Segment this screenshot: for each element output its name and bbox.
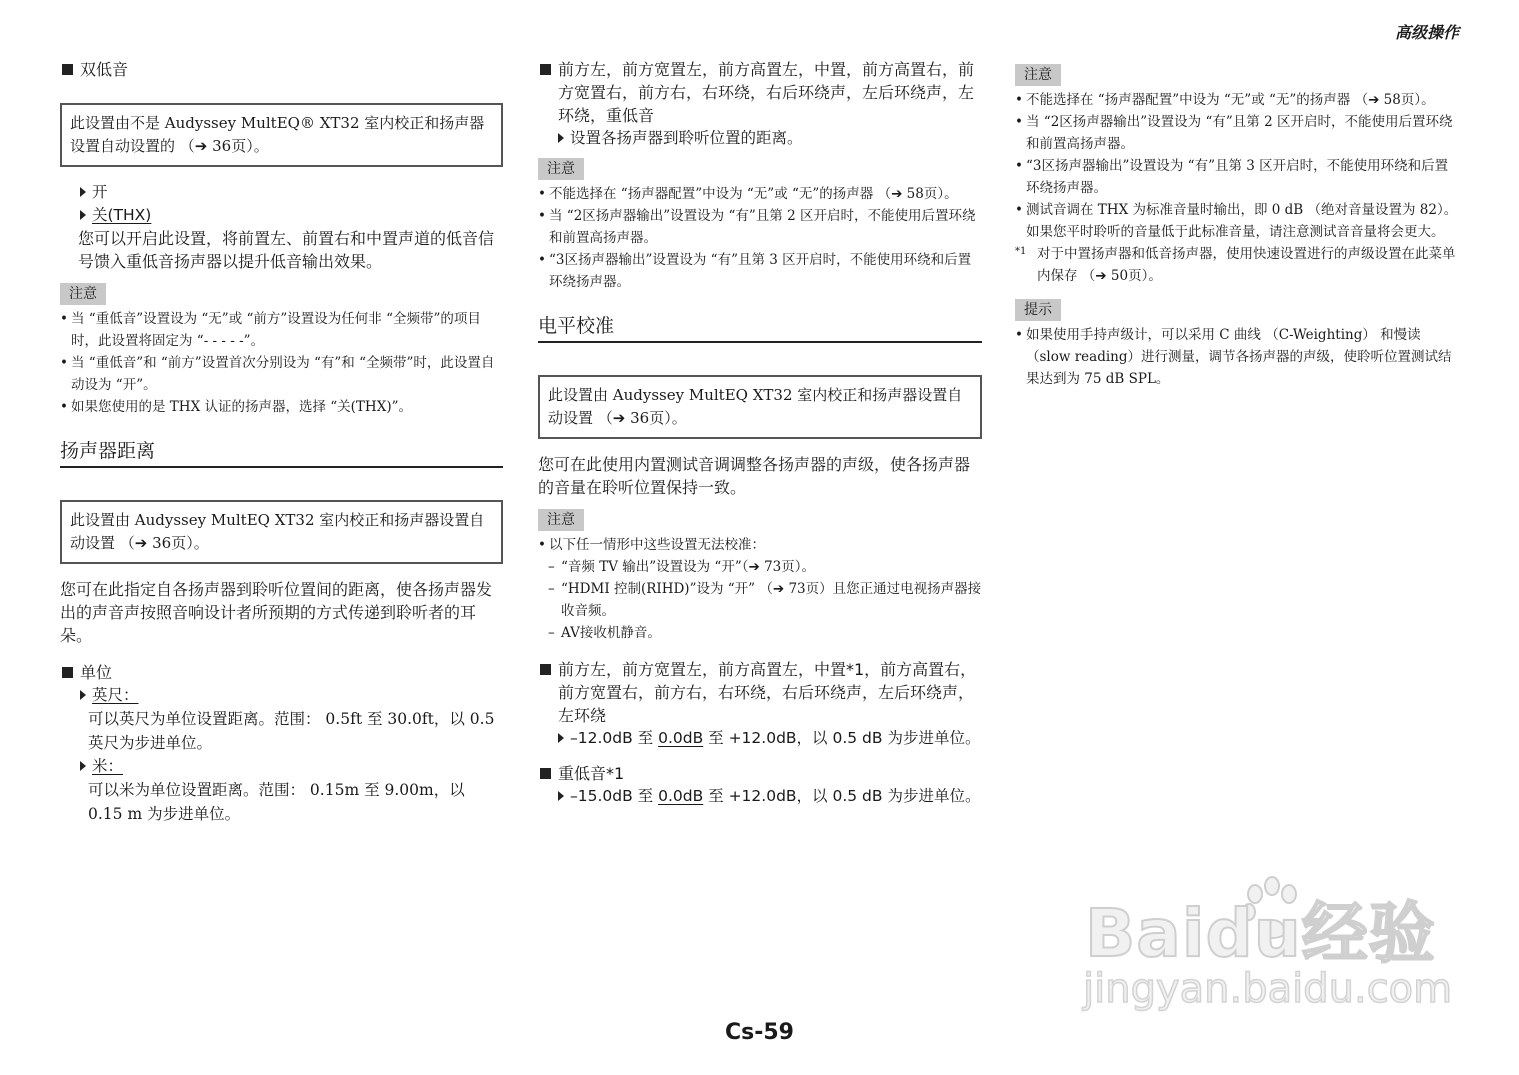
note-tag: 注意 — [538, 158, 584, 180]
watermark-brand: Baidu经验 — [1085, 895, 1436, 972]
tip-tag: 提示 — [1015, 299, 1061, 321]
footnote-mark: *1 — [1015, 246, 1027, 257]
watermark — [1075, 880, 1455, 1030]
feet-description: 可以英尺为单位设置距离。范围： 0.5ft 至 30.0ft，以 0.5 英尺为步进单位。 — [88, 710, 495, 752]
square-bullet-icon — [62, 667, 73, 678]
level-range-option: –12.0dB 至 0.0dB 至 +12.0dB，以 0.5 dB 为步进单位。 — [538, 727, 982, 750]
option-off-thx: 关(THX) — [60, 204, 503, 227]
level-speakers-heading: 前方左，前方宽置左，前方高置左，中置*1，前方高置右，前方宽置右，前方右，右环绕，右后环绕声，左后环绕声，左环绕 — [538, 658, 982, 727]
note-tag: 注意 — [60, 283, 106, 305]
meters-description: 可以米为单位设置距离。范围： 0.15m 至 9.00m，以 0.15 m 为步进单位。 — [88, 781, 465, 823]
list-item: • “3区扬声器输出”设置设为 “有”且第 3 区开启时，不能使用环绕和后置环绕扬声器。 — [538, 249, 982, 293]
level-cases — [538, 556, 982, 644]
triangle-bullet-icon — [558, 791, 564, 801]
triangle-bullet-icon — [558, 733, 564, 743]
watermark-url: jingyan.baidu.com — [1083, 966, 1453, 1012]
list-item: • “3区扬声器输出”设置设为 “有”且第 3 区开启时，不能使用环绕和后置环绕扬声器。 — [1015, 155, 1460, 199]
column-right — [1015, 58, 1460, 390]
triangle-bullet-icon — [80, 210, 86, 220]
option-meters: 米： — [60, 755, 503, 778]
triangle-bullet-icon — [80, 761, 86, 771]
list-item: – “HDMI 控制(RIHD)”设为 “开” （➔ 73页）且您正通过电视扬声器接收音频。 — [548, 578, 982, 622]
list-item: • 不能选择在 “扬声器配置”中设为 “无”或 “无”的扬声器 （➔ 58页）。 — [538, 183, 982, 205]
square-bullet-icon — [540, 64, 551, 75]
list-item: • 如果使用手持声级计，可以采用 C 曲线 （C-Weighting） 和慢读 （slow reading）进行测量，调节各扬声器的声级，使聆听位置测试结果达到为 75 dB SPL。 — [1015, 324, 1460, 390]
speaker-distance-title: 扬声器距离 — [60, 438, 503, 468]
square-bullet-icon — [540, 768, 551, 779]
column-middle — [538, 58, 982, 808]
subwoofer-heading: 重低音*1 — [538, 762, 982, 785]
list-item: • 当 “2区扬声器输出”设置设为 “有”且第 2 区开启时，不能使用后置环绕和前置高扬声器。 — [1015, 111, 1460, 155]
list-item: • 测试音调在 THX 为标准音量时输出，即 0 dB （绝对音量设置为 82）。如果您平时聆听的音量低于此标准音量，请注意测试音音量将会更大。 — [1015, 199, 1460, 243]
bass-heading: 双低音 — [60, 58, 503, 81]
subwoofer-range-option: –15.0dB 至 0.0dB 至 +12.0dB，以 0.5 dB 为步进单位。 — [538, 785, 982, 808]
option-on: 开 — [60, 181, 503, 204]
list-item: • 以下任一情形中这些设置无法校准： — [538, 534, 982, 556]
note-tag: 注意 — [1015, 64, 1061, 86]
distance-notes — [538, 183, 982, 293]
list-item: – AV接收机静音。 — [548, 622, 982, 644]
page-number: Cs-59 — [725, 1020, 794, 1045]
triangle-bullet-icon — [558, 133, 564, 143]
footnote: *1 对于中置扬声器和低音扬声器，使用快速设置进行的声级设置在此菜单内保存 （➔ 50页）。 — [1015, 243, 1460, 287]
column-left — [60, 58, 503, 826]
triangle-bullet-icon — [80, 187, 86, 197]
tips — [1015, 324, 1460, 390]
distance-speakers-heading: 前方左，前方宽置左，前方高置左，中置，前方高置右，前方宽置右，前方右，右环绕，右后环绕声，左后环绕声，左环绕，重低音 — [538, 58, 982, 127]
list-item: • 不能选择在 “扬声器配置”中设为 “无”或 “无”的扬声器 （➔ 58页）。 — [1015, 89, 1460, 111]
option-feet: 英尺： — [60, 684, 503, 707]
square-bullet-icon — [62, 64, 73, 75]
triangle-bullet-icon — [80, 690, 86, 700]
list-item: • 如果您使用的是 THX 认证的扬声器，选择 “关(THX)”。 — [60, 396, 503, 418]
bass-description: 您可以开启此设置，将前置左、前置右和中置声道的低音信号馈入重低音扬声器以提升低音输出效果。 — [78, 229, 495, 271]
level-notes-continued — [1015, 89, 1460, 243]
level-calibration-title: 电平校准 — [538, 313, 982, 343]
square-bullet-icon — [540, 664, 551, 675]
bass-notes — [60, 308, 503, 418]
level-auto-setting-box: 此设置由 Audyssey MultEQ XT32 室内校正和扬声器设置自动设置 （➔ 36页）。 — [538, 375, 982, 439]
bass-auto-setting-box: 此设置由不是 Audyssey MultEQ® XT32 室内校正和扬声器设置自动设置的 （➔ 36页）。 — [60, 103, 503, 167]
distance-auto-setting-box: 此设置由 Audyssey MultEQ XT32 室内校正和扬声器设置自动设置 （➔ 36页）。 — [60, 500, 503, 564]
list-item: • 当 “重低音”设置设为 “无”或 “前方”设置设为任何非 “全频带”的项目时，此设置将固定为 “- - - - -”。 — [60, 308, 503, 352]
list-item: – “音频 TV 输出”设置设为 “开”（➔ 73页）。 — [548, 556, 982, 578]
distance-speakers-option: 设置各扬声器到聆听位置的距离。 — [538, 127, 982, 150]
unit-heading: 单位 — [60, 661, 503, 684]
level-notes — [538, 534, 982, 556]
level-description: 您可在此使用内置测试音调调整各扬声器的声级，使各扬声器的音量在聆听位置保持一致。 — [538, 455, 971, 497]
list-item: • 当 “重低音”和 “前方”设置首次分别设为 “有”和 “全频带”时，此设置自动设为 “开”。 — [60, 352, 503, 396]
list-item: • 当 “2区扬声器输出”设置设为 “有”且第 2 区开启时，不能使用后置环绕和前置高扬声器。 — [538, 205, 982, 249]
distance-description: 您可在此指定自各扬声器到聆听位置间的距离，使各扬声器发出的声音声按照音响设计者所预期的方式传递到聆听者的耳朵。 — [60, 580, 493, 645]
note-tag: 注意 — [538, 509, 584, 531]
section-header: 高级操作 — [1394, 23, 1459, 42]
